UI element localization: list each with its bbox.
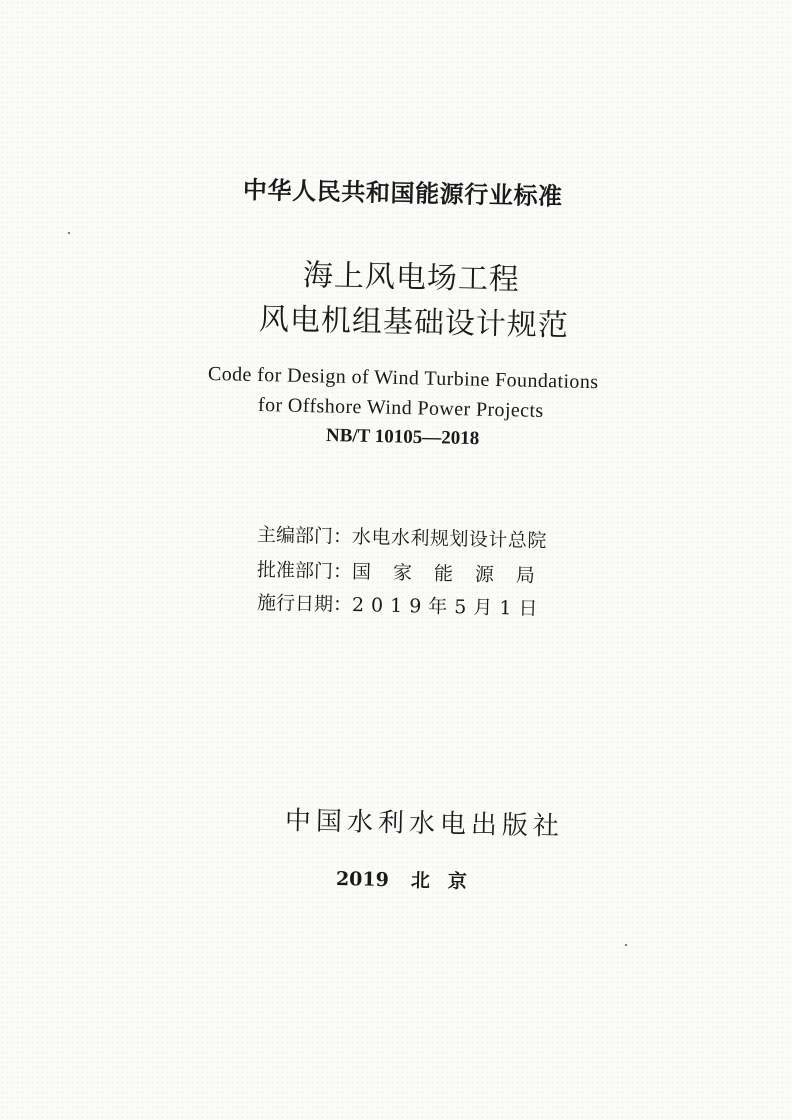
title-english-line-1: Code for Design of Wind Turbine Foundations — [207, 363, 599, 394]
approval-department-value: 国家能源局 — [351, 560, 558, 588]
title-chinese-line-1: 海上风电场工程 — [302, 258, 521, 298]
chief-department-label: 主编部门： — [256, 524, 353, 548]
scan-speck — [625, 944, 627, 946]
publication-year: 2019 — [335, 868, 390, 892]
effective-date-value: 2019年5月1日 — [351, 593, 545, 621]
scan-speck — [68, 232, 70, 234]
effective-date-row — [257, 588, 545, 621]
publisher-name: 中国水利水电出版社 — [284, 806, 565, 842]
title-chinese-line-2: 风电机组基础设计规范 — [258, 302, 570, 344]
title-english-line-2: for Offshore Wind Power Projects — [257, 394, 544, 422]
effective-date-label: 施行日期： — [256, 592, 353, 616]
approval-department-row — [257, 555, 558, 588]
standard-category-heading: 中华人民共和国能源行业标准 — [242, 176, 563, 211]
chief-department-row — [257, 520, 548, 553]
publication-city: 北京 — [410, 869, 486, 894]
approval-department-label: 批准部门： — [256, 559, 353, 583]
standard-number: NB/T 10105—2018 — [325, 425, 480, 450]
publication-year-city — [336, 864, 485, 894]
chief-department-value: 水电水利规划设计总院 — [351, 525, 548, 553]
